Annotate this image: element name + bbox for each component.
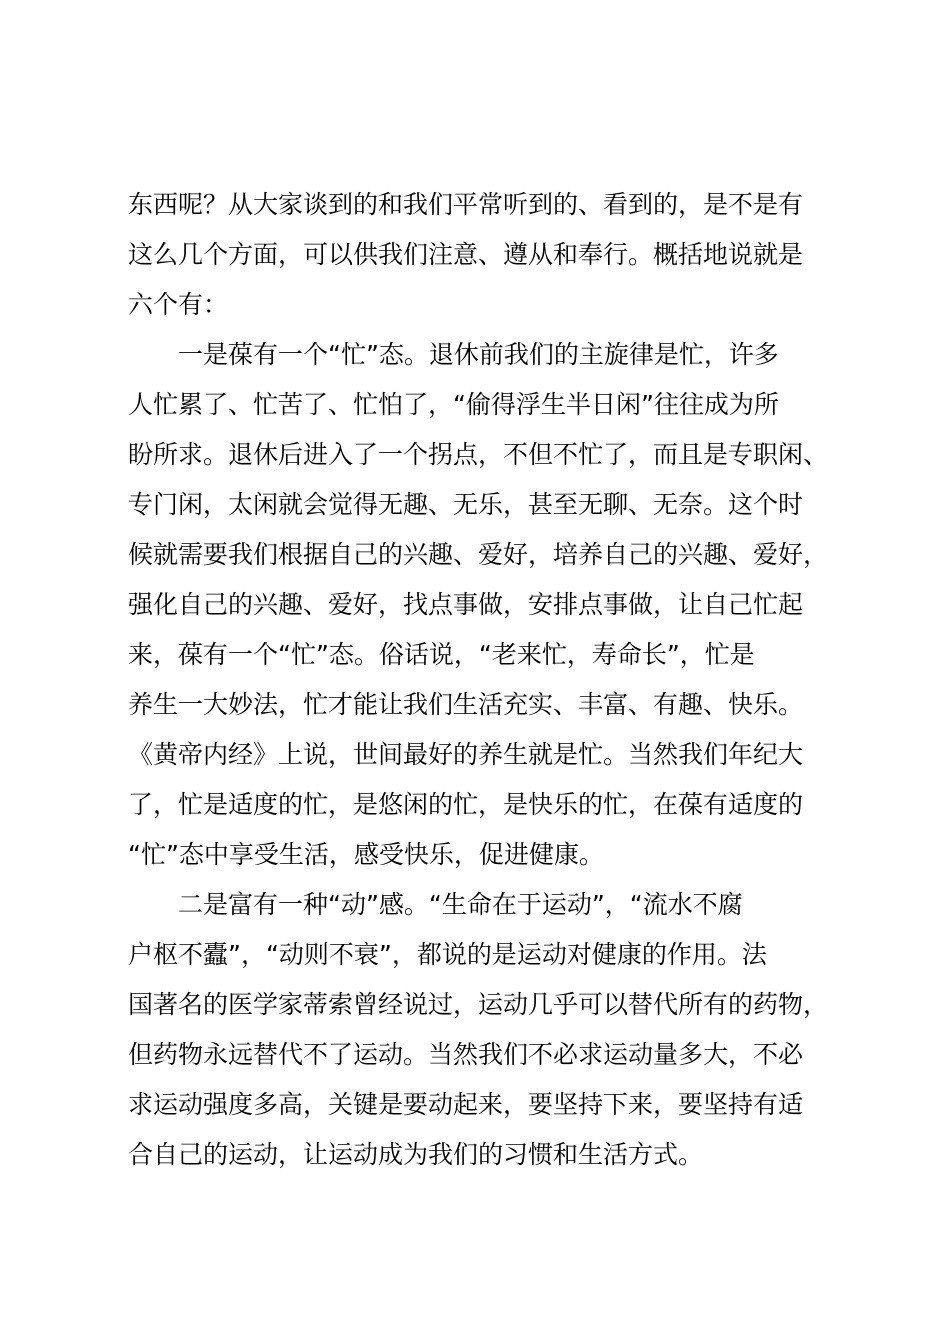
paragraph-3-line-6: 合自己的运动，让运动成为我们的习惯和生活方式。: [128, 1140, 704, 1169]
paragraph-2-line-8: 养生一大妙法，忙才能让我们生活充实、丰富、有趣、快乐。: [128, 690, 804, 719]
paragraph-3-line-4: 但药物永远替代不了运动。当然我们不必求运动量多大，不必: [128, 1040, 804, 1069]
paragraph-2-line-7: 来，葆有一个“忙”态。俗话说，“老来忙，寿命长”，忙是: [128, 640, 755, 669]
paragraph-1-line-1: 东西呢？从大家谈到的和我们平常听到的、看到的，是不是有: [128, 190, 804, 219]
paragraph-2-line-9: 《黄帝内经》上说，世间最好的养生就是忙。当然我们年纪大: [128, 740, 804, 769]
paragraph-2-line-3: 盼所求。退休后进入了一个拐点，不但不忙了，而且是专职闲、: [128, 440, 829, 469]
paragraph-2-line-6: 强化自己的兴趣、爱好，找点事做，安排点事做，让自己忙起: [128, 590, 804, 619]
paragraph-2-line-4: 专门闲，太闲就会觉得无趣、无乐，甚至无聊、无奈。这个时: [128, 490, 804, 519]
paragraph-2-line-10: 了，忙是适度的忙，是悠闲的忙，是快乐的忙，在葆有适度的: [128, 790, 804, 819]
paragraph-2-line-1: 一是葆有一个“忙”态。退休前我们的主旋律是忙，许多: [178, 340, 779, 369]
paragraph-2-line-5: 候就需要我们根据自己的兴趣、爱好，培养自己的兴趣、爱好，: [128, 540, 829, 569]
paragraph-3-line-2: 户枢不蠹”，“动则不衰”，都说的是运动对健康的作用。法: [128, 940, 767, 969]
paragraph-3-line-1: 二是富有一种“动”感。“生命在于运动”，“流水不腐: [178, 890, 743, 919]
paragraph-3-line-3: 国著名的医学家蒂索曾经说过，运动几乎可以替代所有的药物，: [128, 990, 829, 1019]
paragraph-2-line-11: “忙”态中享受生活，感受快乐，促进健康。: [128, 840, 604, 869]
paragraph-2-line-2: 人忙累了、忙苦了、忙怕了，“偷得浮生半日闲”往往成为所: [128, 390, 779, 419]
paragraph-1-line-3: 六个有：: [128, 290, 229, 319]
paragraph-1-line-2: 这么几个方面，可以供我们注意、遵从和奉行。概括地说就是: [128, 240, 804, 269]
paragraph-3-line-5: 求运动强度多高，关键是要动起来，要坚持下来，要坚持有适: [128, 1090, 804, 1119]
